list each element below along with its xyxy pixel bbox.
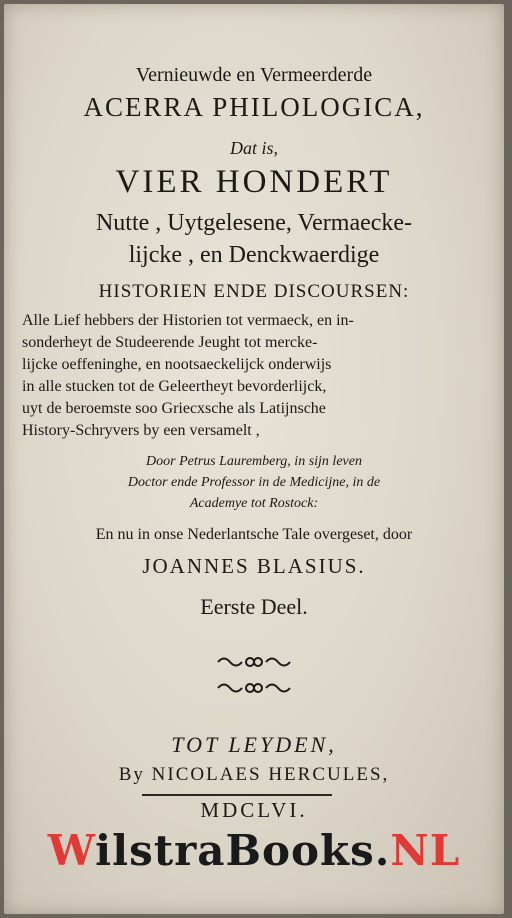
watermark-suffix: NL (390, 826, 461, 875)
author-line: Doctor ende Professor in de Medicijne, in de (127, 475, 381, 490)
translator-intro: En nu in onse Nederlantsche Tale overgeset, door (95, 526, 413, 543)
paragraph-line: uyt de beroemste soo Griecxsche als Latijnsche (22, 400, 326, 417)
printer-line: By NICOLAES HERCULES, (118, 764, 390, 785)
description-line-1: Nutte , Uytgelesene, Vermaecke- (95, 210, 413, 236)
title-page (4, 4, 504, 914)
place-line: TOT LEYDEN, (171, 732, 337, 757)
paragraph-line: lijcke oeffeninghe, en nootsaeckelijck onderwijs (22, 356, 332, 373)
paragraph-line: in alle stucken tot de Geleertheyt bevorderlijck, (22, 378, 327, 395)
ornament-icon (214, 680, 294, 696)
paragraph-line: Alle Lief hebbers der Historien tot vermaeck, en in- (22, 312, 354, 329)
vier-hondert-heading: VIER HONDERT (115, 164, 393, 200)
watermark-logo (4, 826, 504, 875)
year-line: MDCLVI. (200, 798, 308, 822)
paragraph-line: sonderheyt de Studeerende Jeught tot mercke- (22, 334, 318, 351)
main-title: ACERRA PHILOLOGICA, (83, 92, 425, 122)
author-line: Academye tot Rostock: (189, 496, 319, 511)
dat-is-line: Dat is, (229, 138, 278, 158)
author-line: Door Petrus Lauremberg, in sijn leven (146, 454, 362, 469)
subtitle-line: Vernieuwde en Vermeerderde (135, 64, 373, 86)
ornament-icon (214, 654, 294, 670)
paragraph-line: History-Schryvers by een versamelt , (22, 422, 260, 439)
watermark-text: ilstraBooks. (95, 826, 391, 875)
part-label: Eerste Deel. (200, 594, 308, 619)
description-line-2: lijcke , en Denckwaerdige (128, 242, 380, 268)
watermark-first-letter: W (47, 826, 96, 875)
historien-heading: HISTORIEN ENDE DISCOURSEN: (98, 281, 410, 302)
translator-name: JOANNES BLASIUS. (142, 554, 366, 578)
divider (142, 794, 332, 796)
